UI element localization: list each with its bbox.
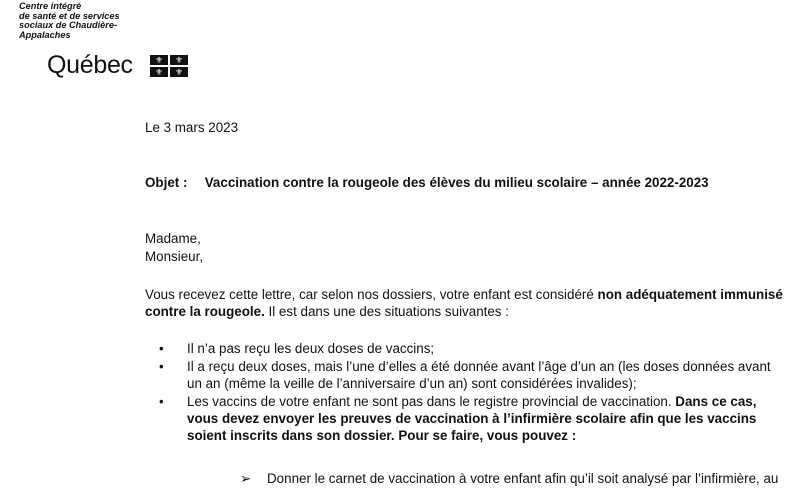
quebec-flag-icon bbox=[150, 55, 188, 77]
list-item-text: Il n’a pas reçu les deux doses de vaccins; bbox=[187, 341, 435, 356]
intro-text-end: Il est dans une des situations suivantes : bbox=[264, 304, 509, 319]
intro-bold-text: non adéquatement immunisé contre la rougeole. bbox=[145, 287, 783, 319]
subject-text: Vaccination contre la rougeole des élèves du milieu scolaire – année 2022-2023 bbox=[204, 175, 709, 190]
org-line: Centre intégré bbox=[19, 1, 82, 11]
subject-label: Objet : bbox=[145, 175, 188, 190]
intro-paragraph bbox=[145, 286, 785, 320]
letter-subject bbox=[145, 174, 709, 191]
list-item bbox=[145, 358, 785, 392]
sub-list-item bbox=[240, 470, 778, 487]
sub-list-item-text: Donner le carnet de vaccination à votre enfant afin qu’il soit analysé par l’infirmière, au bbox=[267, 471, 779, 486]
org-line: de santé et de services bbox=[19, 10, 120, 21]
list-item bbox=[145, 393, 785, 444]
list-item-text: Les vaccins de votre enfant ne sont pas dans le registre provincial de vaccination. bbox=[187, 394, 676, 409]
list-item-bold-text: Dans ce cas, vous devez envoyer les preuves de vaccination à l’infirmière scolaire afin que les vaccins soient inscrits dans son dossier. Pour se faire, vous pouvez : bbox=[187, 394, 757, 443]
list-item-text: Il a reçu deux doses, mais l’une d’elles a été donnée avant l’âge d’un an (les doses données avant un an (même la veille de l’anniversaire d’un an) sont considérées invalides); bbox=[187, 359, 771, 391]
list-item bbox=[145, 340, 785, 357]
organization-name bbox=[19, 2, 159, 40]
fleur-de-lis-icon: ⚜ bbox=[174, 55, 184, 65]
situations-list bbox=[145, 340, 785, 445]
quebec-logo-wordmark: Québec bbox=[47, 51, 133, 79]
bullet-icon: • bbox=[159, 359, 164, 374]
arrow-bullet-icon: ➢ bbox=[240, 471, 252, 486]
intro-text: Vous recevez cette lettre, car selon nos dossiers, votre enfant est considéré bbox=[145, 287, 598, 302]
greeting-madame: Madame, bbox=[145, 231, 201, 246]
fleur-de-lis-icon: ⚜ bbox=[154, 67, 164, 77]
greeting-monsieur: Monsieur, bbox=[145, 249, 204, 264]
letter-date: Le 3 mars 2023 bbox=[145, 120, 239, 135]
bullet-icon: • bbox=[159, 394, 164, 409]
fleur-de-lis-icon: ⚜ bbox=[154, 55, 164, 65]
org-line: Appalaches bbox=[19, 29, 71, 40]
fleur-de-lis-icon: ⚜ bbox=[174, 67, 184, 77]
bullet-icon: • bbox=[159, 341, 164, 356]
org-line: sociaux de Chaudière- bbox=[19, 20, 118, 31]
